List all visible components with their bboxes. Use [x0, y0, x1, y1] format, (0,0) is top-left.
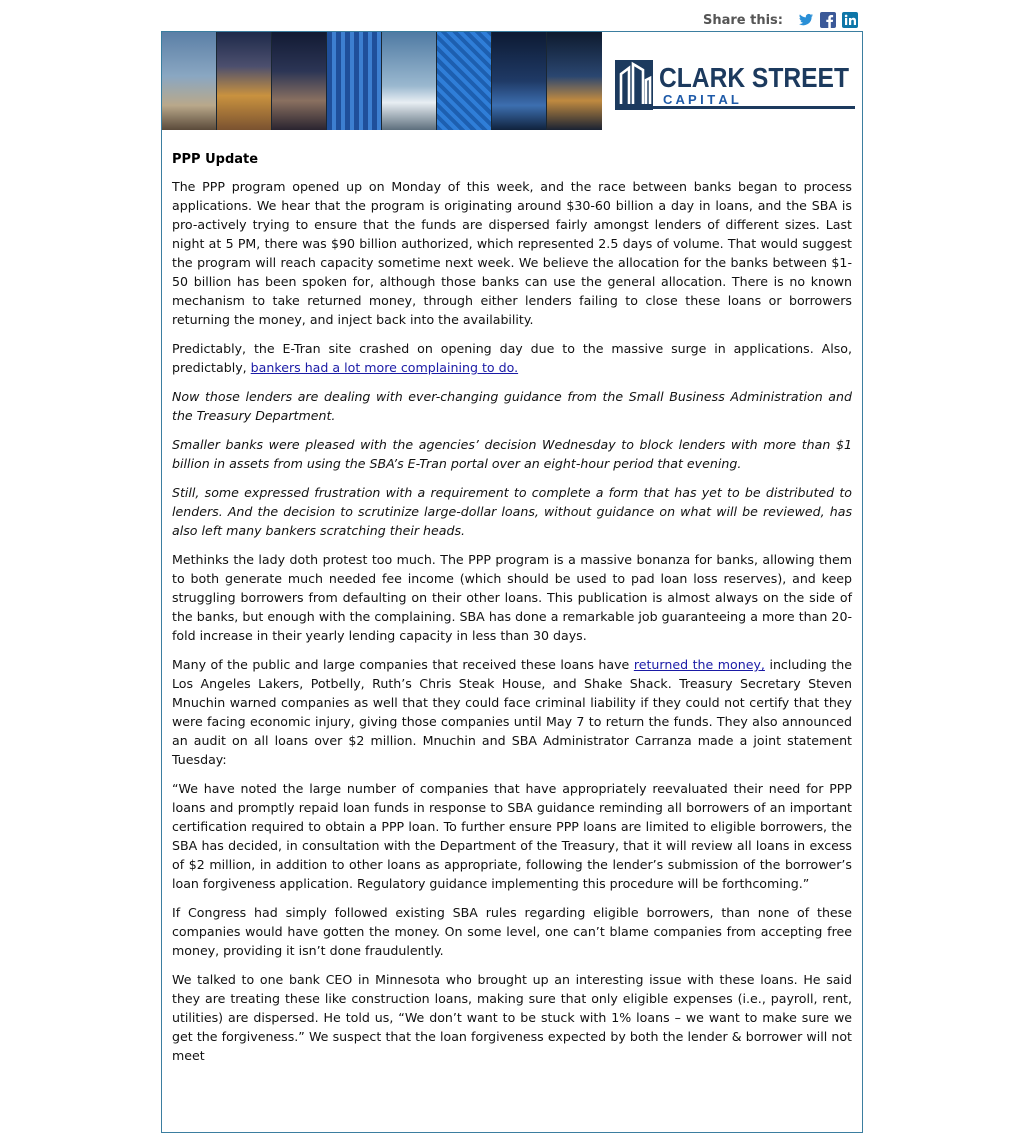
photo-hotel-dusk	[217, 32, 272, 130]
paragraph-4	[172, 655, 852, 769]
paragraph-7: We talked to one bank CEO in Minnesota who brought up an interesting issue with these loans. He said they are treating these like construction loans, making sure that only eligible expenses (i.e., payroll, rent, utilities) are dispersed. He told us, “We don’t want to be stuck with 1% loans – we want to make sure we get the forgiveness.” We suspect that the loan forgiveness expected by both the lender & borrower will not meet	[172, 972, 852, 1063]
quote-3: Still, some expressed frustration with a requirement to complete a form that has yet to be distributed to lenders. And the decision to scrutinize large-dollar loans, without guidance on what will be reviewed, has also left many bankers scratching their heads.	[172, 485, 852, 538]
article-title: PPP Update	[172, 152, 259, 167]
share-bar	[703, 10, 858, 30]
bankers-complaining-link[interactable]: bankers had a lot more complaining to do.	[250, 360, 519, 375]
facebook-icon[interactable]	[820, 12, 836, 28]
paragraph-2-text: Predictably, the E-Tran site crashed on opening day due to the massive surge in applications. Also, predictably,	[172, 341, 852, 375]
clark-street-capital-logo	[615, 60, 855, 110]
paragraph-6: If Congress had simply followed existing SBA rules regarding eligible borrowers, than none of these companies would have gotten the money. On some level, one can’t blame companies from accepting free money, providing it isn’t done fraudulently.	[172, 905, 852, 958]
quote-1: Now those lenders are dealing with ever-changing guidance from the Small Business Administration and the Treasury Department.	[172, 389, 852, 423]
linkedin-icon[interactable]	[842, 12, 858, 28]
photo-glass-facade	[327, 32, 382, 130]
share-label: Share this:	[702, 12, 783, 28]
paragraph-2	[172, 339, 852, 377]
paragraph-1: The PPP program opened up on Monday of this week, and the race between banks began to process applications. We hear that the program is originating around $30-60 billion a day in loans, and the SBA is pro-actively trying to ensure that the funds are dispersed fairly amongst lenders of different sizes. Last night at 5 PM, there was $90 billion authorized, which represented 2.5 days of volume. That would suggest the program will reach capacity sometime next week. We believe the allocation for the banks between $1-50 billion has been spoken for, although those banks can use the general allocation. There is no known mechanism to take returned money, through either lenders failing to close these loans or borrowers returning the money, and inject back into the availability.	[172, 179, 852, 327]
newsletter-frame	[161, 31, 863, 1133]
paragraph-4-before: Many of the public and large companies that received these loans have	[172, 657, 634, 672]
photo-skyline-night	[272, 32, 327, 130]
article-body	[162, 130, 862, 1065]
photo-city-lights	[547, 32, 602, 130]
photo-blue-grid	[437, 32, 492, 130]
logo-line2: C A P I T A L	[663, 92, 739, 107]
returned-money-link[interactable]: returned the money,	[633, 657, 765, 672]
paragraph-5-statement: “We have noted the large number of companies that have appropriately reevaluated their need for PPP loans and promptly repaid loan funds in response to SBA guidance reminding all borrowers of an important certification required to obtain a PPP loan. To further ensure PPP loans are limited to eligible borrowers, the SBA has decided, in consultation with the Department of the Treasury, that it will review all loans in excess of $2 million, in addition to other loans as appropriate, following the lender’s submission of the borrower’s loan forgiveness application. Regulatory guidance implementing this procedure will be forthcoming.”	[172, 781, 852, 891]
photo-towers-night	[492, 32, 547, 130]
photo-bridge	[162, 32, 217, 130]
twitter-icon[interactable]	[798, 12, 814, 28]
header-banner	[162, 32, 862, 130]
paragraph-3: Methinks the lady doth protest too much. The PPP program is a massive bonanza for banks, allowing them to both generate much needed fee income (which should be used to pad loan loss reserves), and keep struggling borrowers from defaulting on their other loans. This publication is almost always on the side of the banks, but enough with the complaining. SBA has done a remarkable job guaranteeing a more than 20-fold increase in their yearly lending capacity in less than 30 days.	[172, 552, 852, 643]
logo-line1: CLARK STREET	[659, 62, 849, 93]
cityscape-photo-strip	[162, 32, 602, 130]
paragraph-4-after: including the Los Angeles Lakers, Potbelly, Ruth’s Chris Steak House, and Shake Shack. Treasury Secretary Steven Mnuchin warned companies as well that they could face criminal liability if they could not certify that they were facing economic injury, giving those companies until May 7 to return the funds. They also announced an audit on all loans over $2 million. Mnuchin and SBA Administrator Carranza made a joint statement Tuesday:	[172, 657, 852, 767]
quote-2: Smaller banks were pleased with the agencies’ decision Wednesday to block lenders with more than $1 billion in assets from using the SBA’s E-Tran portal over an eight-hour period that evening.	[172, 437, 852, 471]
photo-dome	[382, 32, 437, 130]
